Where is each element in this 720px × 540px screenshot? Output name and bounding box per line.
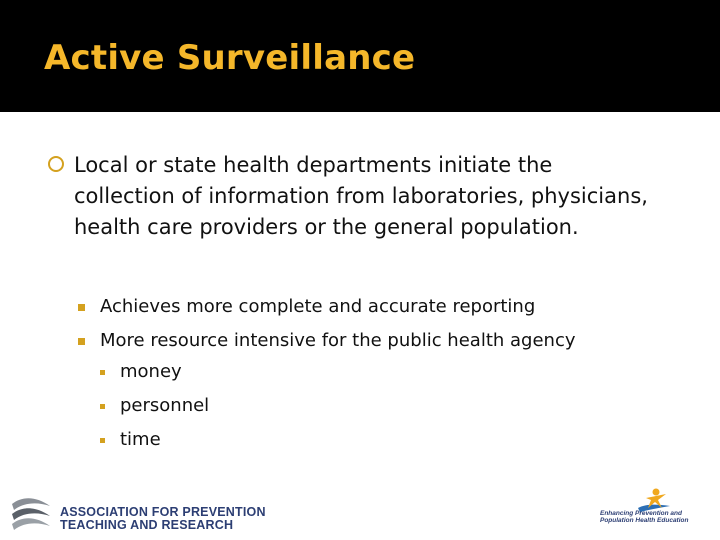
main-bullet (48, 150, 648, 243)
small-square-bullet-icon (100, 404, 105, 409)
square-bullet-icon (78, 304, 85, 311)
slide-title: Active Surveillance (44, 38, 416, 78)
sub-sub-bullet-text: time (120, 429, 161, 450)
sub-sub-bullet-text: money (120, 361, 182, 382)
aptr-swoosh-icon (10, 494, 54, 534)
sub-sub-bullet-item (100, 389, 400, 423)
square-bullet-icon (78, 338, 85, 345)
sub-bullet-item (78, 324, 698, 358)
aptr-logo-text (60, 506, 266, 532)
aptr-logo-line2: TEACHING AND RESEARCH (60, 518, 234, 532)
sub-sub-bullet-list (100, 355, 400, 457)
aptr-logo (10, 494, 270, 534)
sub-bullet-list (78, 290, 698, 358)
small-square-bullet-icon (100, 370, 105, 375)
aptr-logo-line1: ASSOCIATION FOR PREVENTION (60, 505, 266, 519)
sub-bullet-text: Achieves more complete and accurate reporting (100, 296, 536, 317)
small-square-bullet-icon (100, 438, 105, 443)
epphe-logo (598, 486, 710, 534)
sub-sub-bullet-item (100, 355, 400, 389)
title-bar (0, 0, 720, 112)
circle-bullet-icon (48, 156, 64, 172)
sub-sub-bullet-text: personnel (120, 395, 210, 416)
sub-bullet-text: More resource intensive for the public health agency (100, 330, 576, 351)
sub-bullet-item (78, 290, 698, 324)
main-bullet-text: Local or state health departments initiate the collection of information from laboratories, physicians, health care providers or the general population. (74, 153, 648, 239)
epphe-logo-text (600, 510, 710, 524)
sub-sub-bullet-item (100, 423, 400, 457)
epphe-logo-line1: Enhancing Prevention and (600, 510, 682, 517)
epphe-logo-line2: Population Health Education (600, 517, 689, 524)
